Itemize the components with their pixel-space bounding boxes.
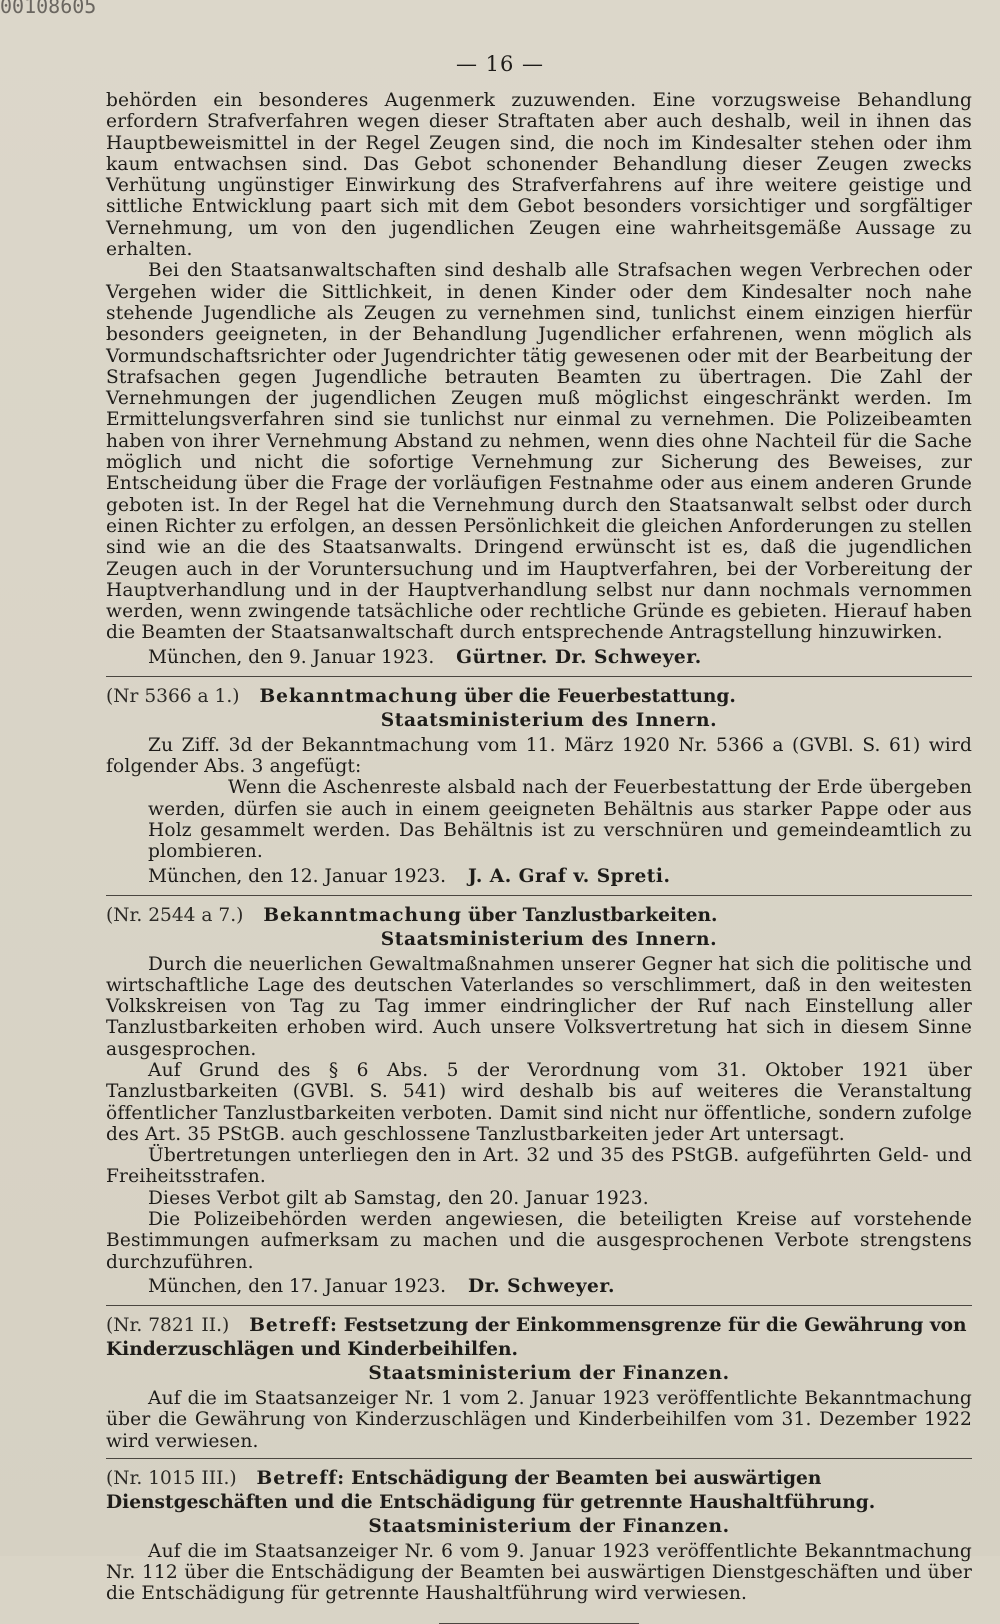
reference-number: (Nr. 7821 II.) [106, 1314, 230, 1336]
section-divider [106, 1305, 972, 1306]
paragraph: behörden ein besonderes Augenmerk zuzuwenden. Eine vorzugsweise Behandlung erfordern Strafverfahren wegen dieser Straftaten aber auch deshalb, weil in ihnen das Hauptbeweismittel in der Regel Zeugen sind, die noch im Kindesalter stehen oder ihm kaum entwachsen sind. Das Gebot schonender Behandlung dieser Zeugen zwecks Verhütung ungünstiger Einwirkung des Strafverfahrens auf ihre weitere geistige und sittliche Entwicklung paart sich mit dem Gebot besonders vorsichtiger und sorgfältiger Vernehmung, um von den jugendlichen Zeugen eine wahrheitsgemäße Aussage zu erhalten. [106, 90, 972, 261]
paragraph: Die Polizeibehörden werden angewiesen, die beteiligten Kreise auf vorstehende Bestimmungen aufmerksam zu machen und die ausgesprochenen Verbote strengstens durchzuführen. [106, 1209, 972, 1273]
ministry-name: Staatsministerium des Innern. [380, 709, 718, 731]
notice-einkommensgrenze [106, 1314, 972, 1452]
paragraph: Bei den Staatsanwaltschaften sind deshalb alle Strafsachen wegen Verbrechen oder Vergehen wider die Sittlichkeit, in denen Kinder oder dem Kindesalter noch nahe stehende Jugendliche als Zeugen zu vernehmen sind, tunlichst einem einzigen hierfür besonders geeigneten, in der Behandlung Jugendlicher erfahrenen, wenn möglich als Vormundschaftsrichter oder Jugendrichter tätig gewesenen oder mit der Bearbeitung der Strafsachen gegen Jugendliche betrauten Beamten zu übertragen. Die Zahl der Vernehmungen der jugendlichen Zeugen muß möglichst eingeschränkt werden. Im Ermittelungsverfahren sind sie tunlichst nur einmal zu vernehmen. Die Polizeibeamten haben von ihrer Vernehmung Abstand zu nehmen, wenn dies ohne Nachteil für die Sache möglich und nicht die sofortige Vernehmung zur Sicherung des Beweises, zur Entscheidung über die Frage der vorläufigen Festnahme oder aus einem anderen Grunde geboten ist. In der Regel hat die Vernehmung durch den Staatsanwalt selbst oder durch einen Richter zu erfolgen, an dessen Persönlichkeit die gleichen Anforderungen zu stellen sind wie an die des Staatsanwalts. Dringend erwünscht ist es, daß die jugendlichen Zeugen auch in der Voruntersuchung und im Hauptverfahren, bei der Vorbereitung der Hauptverhandlung und in der Hauptverhandlung selbst nur dann nochmals vernommen werden, wenn zwingende tatsächliche oder rechtliche Gründe es gebieten. Hierauf haben die Beamten der Staatsanwaltschaft durch entsprechende Antragstellung hinzuwirken. [106, 260, 972, 644]
ministry-name: Staatsministerium der Finanzen. [368, 1362, 730, 1384]
notice-entschaedigung [106, 1467, 972, 1605]
paragraph: Zu Ziff. 3d der Bekanntmachung vom 11. März 1920 Nr. 5366 a (GVBl. S. 61) wird folgender Abs. 3 angefügt: [106, 734, 972, 778]
notice-type: Bekanntmachung [259, 685, 459, 707]
signature-line [106, 646, 972, 670]
notice-type: Bekanntmachung [263, 904, 463, 926]
reference-number: (Nr. 2544 a 7.) [106, 904, 244, 926]
notice-type: Betreff: [256, 1467, 346, 1489]
notice-title: Festsetzung der Einkommensgrenze für die Gewährung von Kinderzuschlägen und Kinderbeihilfen. [106, 1314, 967, 1360]
section-divider [106, 676, 972, 677]
reference-number: (Nr. 1015 III.) [106, 1467, 237, 1489]
page-number: — 16 — [455, 52, 545, 76]
notice-type: Betreff: [249, 1314, 338, 1336]
reference-number: (Nr 5366 a 1.) [106, 685, 240, 707]
signature-line [106, 1275, 972, 1299]
signatories: Dr. Schweyer. [467, 1275, 615, 1297]
ministry-name: Staatsministerium der Finanzen. [368, 1515, 730, 1537]
paragraph: Auf die im Staatsanzeiger Nr. 1 vom 2. Januar 1923 veröffentlichte Bekanntmachung über die Gewährung von Kinderzuschlägen und Kinderbeihilfen vom 31. Dezember 1922 wird verwiesen. [106, 1387, 972, 1452]
notice-title: über Tanzlustbarkeiten. [467, 904, 718, 926]
signature-date: München, den 9. Januar 1923. [148, 646, 435, 668]
notice-heading [106, 1314, 972, 1362]
paragraph: Übertretungen unterliegen den in Art. 32 und 35 des PStGB. aufgeführten Geld- und Freiheitsstrafen. [106, 1145, 972, 1188]
paragraph: Durch die neuerlichen Gewaltmaßnahmen unserer Gegner hat sich die politische und wirtschaftliche Lage des deutschen Vaterlandes so verschlimmert, daß in den weitesten Volkskreisen von Tag zu Tag immer eindringlicher der Ruf nach Einstellung aller Tanzlustbarkeiten erhoben wird. Auch unsere Volksvertretung hat sich in diesem Sinne ausgesprochen. [106, 953, 972, 1060]
archive-stamp-id: 00108605 [0, 0, 97, 18]
paragraph: Auf Grund des § 6 Abs. 5 der Verordnung vom 31. Oktober 1921 über Tanzlustbarkeiten (GVBl. S. 541) wird deshalb bis auf weiteres die Veranstaltung öffentlicher Tanzlustbarkeiten verboten. Damit sind nicht nur öffentliche, sondern zufolge des Art. 35 PStGB. auch geschlossene Tanzlustbarkeiten jeder Art untersagt. [106, 1059, 972, 1145]
section-divider [106, 895, 972, 896]
signature-line [106, 865, 972, 889]
signature-date: München, den 12. Januar 1923. [148, 865, 447, 887]
continued-article [106, 90, 972, 670]
paragraph: Dieses Verbot gilt ab Samstag, den 20. Januar 1923. [148, 1187, 649, 1209]
notice-tanzlustbarkeiten [106, 904, 972, 1299]
ministry-name: Staatsministerium des Innern. [380, 928, 718, 950]
notice-heading [106, 1467, 972, 1515]
notice-title: über die Feuerbestattung. [464, 685, 736, 707]
quoted-paragraph: Wenn die Aschenreste alsbald nach der Feuerbestattung der Erde übergeben werden, dürfen sie auch in einem geeigneten Behältnis aus starker Pappe oder aus Holz gesammelt werden. Das Behältnis ist zu verschnüren und gemeindeamtlich zu plombieren. [148, 777, 972, 863]
notice-title: Entschädigung der Beamten bei auswärtigen Dienstgeschäften und die Entschädigung für getrennte Haushaltführung. [106, 1467, 876, 1513]
page-body [106, 90, 972, 1624]
notice-heading [106, 685, 972, 709]
signatories: Gürtner. Dr. Schweyer. [456, 646, 702, 668]
notice-heading [106, 904, 972, 928]
section-divider [106, 1458, 972, 1459]
signatories: J. A. Graf v. Spreti. [467, 865, 671, 887]
signature-date: München, den 17. Januar 1923. [148, 1275, 447, 1297]
paragraph: Auf die im Staatsanzeiger Nr. 6 vom 9. Januar 1923 veröffentlichte Bekanntmachung Nr. 112 über die Entschädigung der Beamten bei auswärtigen Dienstgeschäften und über die Entschädigung für getrennte Haushaltführung wird verwiesen. [106, 1540, 972, 1605]
notice-feuerbestattung [106, 685, 972, 889]
